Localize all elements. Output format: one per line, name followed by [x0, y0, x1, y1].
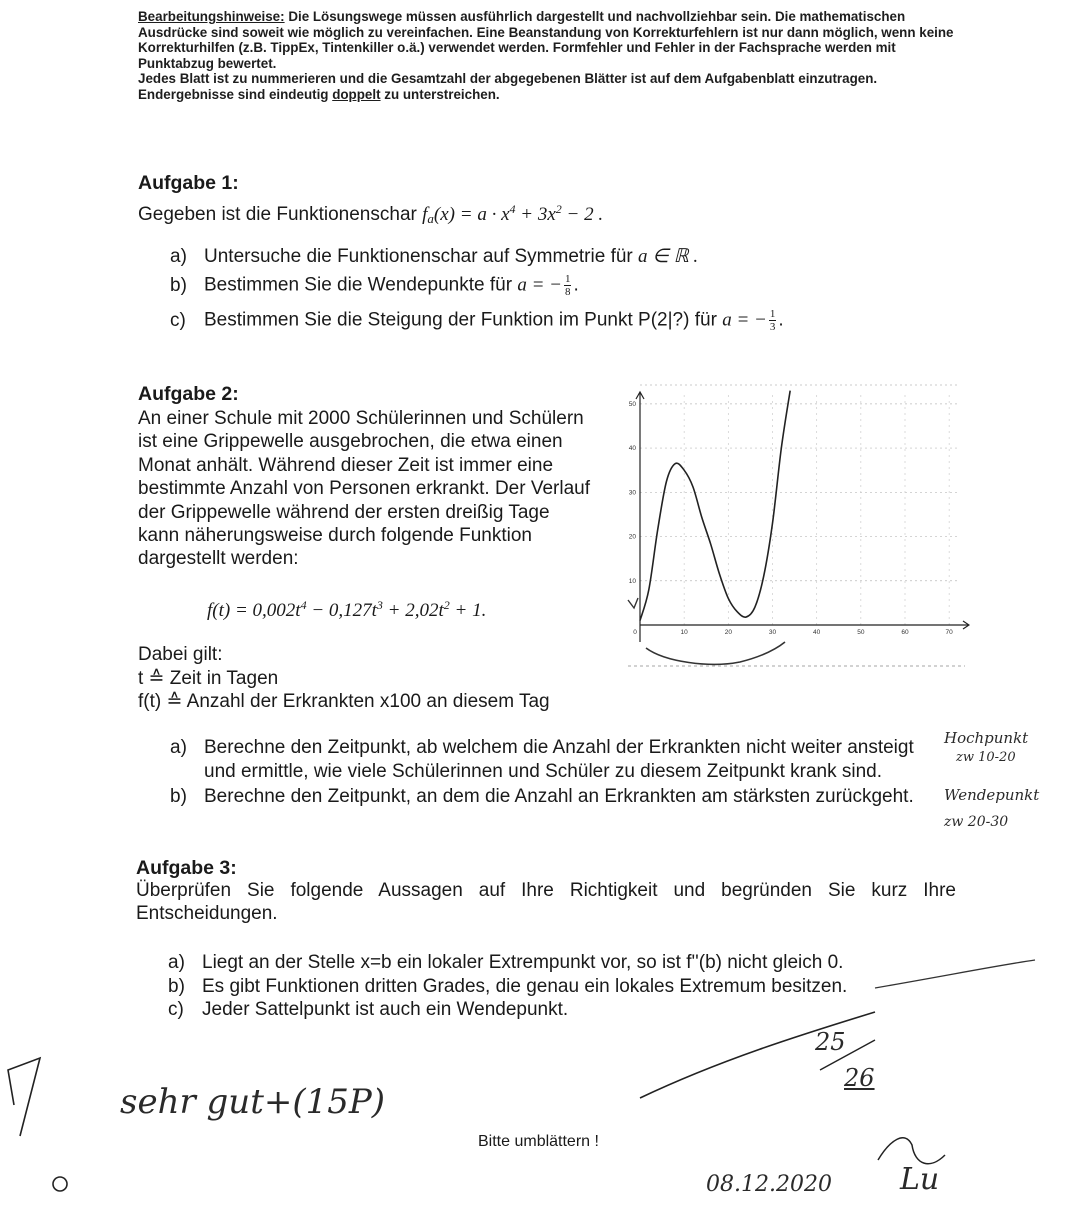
task2-paragraph-line: bestimmte Anzahl von Personen erkrankt. Der Verlauf	[138, 478, 591, 500]
exclamation-dot	[53, 1177, 67, 1191]
hand-date: 08.12.2020	[706, 1172, 832, 1197]
task3-item-a: a) Liegt an der Stelle x=b ein lokaler Extrempunkt vor, so ist f''(b) nicht gleich 0.	[168, 952, 844, 973]
chart-ticks	[629, 401, 953, 636]
chart-x-tick-label: 50	[857, 629, 865, 636]
chart-y-tick-label: 50	[628, 400, 636, 408]
task2-title: Aufgabe 2:	[138, 383, 239, 405]
score-denominator: 26	[844, 1064, 875, 1092]
chart-grid	[640, 385, 958, 625]
task2-paragraph-line: der Grippewelle während der ersten dreißig Tage	[138, 501, 550, 523]
hand-note-wendepunkt: Wendepunkt	[944, 786, 1040, 804]
task2-dabei: Dabei gilt:	[138, 644, 223, 665]
instructions-final-b: doppelt	[332, 86, 381, 102]
chart-x-tick-label: 40	[813, 629, 821, 636]
task2-def-f: f(t) ≙ Anzahl der Erkrankten x100 an diesem Tag	[138, 691, 550, 712]
chart-y-tick-label: 40	[628, 445, 636, 453]
task1-intro	[138, 198, 603, 230]
chart-x-tick-label: 10	[680, 629, 688, 636]
task3-item-b: b) Es gibt Funktionen dritten Grades, die genau ein lokales Extremum besitzen.	[168, 976, 848, 997]
chart-x-tick-label: 60	[901, 629, 909, 636]
task2-paragraph-line: dargestellt werden:	[138, 548, 299, 570]
chart-axes	[636, 392, 969, 642]
task1-item-b: b) Bestimmen Sie die Wendepunkte für a = − $\frac{1}{8}$ .	[170, 273, 579, 298]
instructions-final-a: Endergebnisse sind eindeutig	[138, 86, 333, 102]
task2-paragraph-line: Monat anhält. Während dieser Zeit ist immer eine	[138, 454, 554, 476]
hand-note-wendepunkt-range: zw 20-30	[944, 814, 1009, 830]
hand-comment: sehr gut+(15P)	[120, 1082, 386, 1122]
hand-note-hochpunkt-range: zw 10-20	[956, 750, 1016, 765]
chart-y-tick-label: 10	[628, 577, 636, 585]
chart-x-tick-label: 70	[945, 629, 953, 636]
task2-item-a: a) Berechne den Zeitpunkt, ab welchem die Anzahl der Erkrankten nicht weiter ansteigt	[170, 737, 914, 758]
chart-x-tick-label: 20	[724, 629, 732, 636]
task1-intro-text: Gegeben ist die Funktionenschar	[138, 204, 423, 225]
chart-series-line	[640, 391, 790, 621]
task1-item-a: a) Untersuche die Funktionenschar auf Symmetrie für a ∈ ℝ .	[170, 246, 699, 267]
flu-chart	[620, 380, 970, 670]
signature-stroke	[878, 1138, 945, 1164]
chart-y-tick-label: 30	[628, 489, 636, 497]
task2-def-t: t ≙ Zeit in Tagen	[138, 668, 279, 689]
chart-x-tick-label: 0	[633, 629, 637, 636]
hand-sketch-curve	[646, 642, 785, 664]
task3-title: Aufgabe 3:	[136, 857, 237, 879]
task1-title: Aufgabe 1:	[138, 172, 239, 194]
hand-signature: Lu	[900, 1162, 940, 1197]
instructions-sheet-note: Jedes Blatt ist zu nummerieren und die Gesamtzahl der abgegebenen Blätter ist auf dem Aufgabenblatt einzutragen.	[138, 71, 878, 87]
chart-x-tick-label: 30	[768, 629, 777, 636]
instructions-block	[138, 9, 968, 103]
task1-formula: $f_a(x) = a \cdot x^4 + 3x^2 - 2$ .	[422, 202, 604, 226]
task2-item-a-line2: und ermittle, wie viele Schülerinnen und Schüler zu diesem Zeitpunkt krank sind.	[204, 761, 883, 782]
task2-item-b: b) Berechne den Zeitpunkt, an dem die Anzahl an Erkrankten am stärksten zurückgeht.	[170, 786, 914, 807]
task2-formula: $f(t) = 0,002t^4 - 0,127t^3 + 2,02t^2 + 1$.	[207, 598, 487, 621]
task2-paragraph-line: kann näherungsweise durch folgende Funktion	[138, 525, 532, 547]
instructions-heading: Bearbeitungshinweise:	[138, 9, 285, 24]
task3-intro: Überprüfen Sie folgende Aussagen auf Ihre Richtigkeit und begründen Sie kurz Ihre Entscheidungen.	[136, 880, 956, 925]
hand-sketch-mark	[628, 598, 638, 608]
task3-item-c: c) Jeder Sattelpunkt ist auch ein Wendepunkt.	[168, 999, 569, 1020]
chart-y-tick-label: 20	[628, 533, 636, 541]
task2-paragraph-line: ist eine Grippewelle ausgebrochen, die etwa einen	[138, 431, 563, 453]
hand-stroke-line	[875, 960, 1035, 988]
instructions-text: Die Lösungswege müssen ausführlich dargestellt und nachvollziehbar sein. Die mathematischen Ausdrücke sind soweit wie möglich zu vereinfachen. Eine Beanstandung von Korrekturfehlern ist nur dann möglich, wenn keine Korrekturhilfen (z.B. TippEx, Tintenkiller o.ä.) verwendet werden. Formfehler und Fehler in der Fachsprache werden mit Punktabzug bewertet.	[138, 9, 954, 71]
task1-item-c: c) Bestimmen Sie die Steigung der Funktion im Punkt P(2|?) für a = − $\frac{1}{3}$ .	[170, 308, 784, 333]
instructions-final-c: zu unterstreichen.	[380, 86, 500, 102]
hand-note-hochpunkt: Hochpunkt	[944, 729, 1029, 747]
task2-paragraph	[138, 407, 628, 571]
exclamation-mark	[8, 1058, 40, 1136]
score-numerator: 25	[815, 1028, 846, 1056]
footer-turn-over: Bitte umblättern !	[478, 1133, 599, 1150]
task2-paragraph-line: An einer Schule mit 2000 Schülerinnen und Schülern	[138, 408, 584, 429]
